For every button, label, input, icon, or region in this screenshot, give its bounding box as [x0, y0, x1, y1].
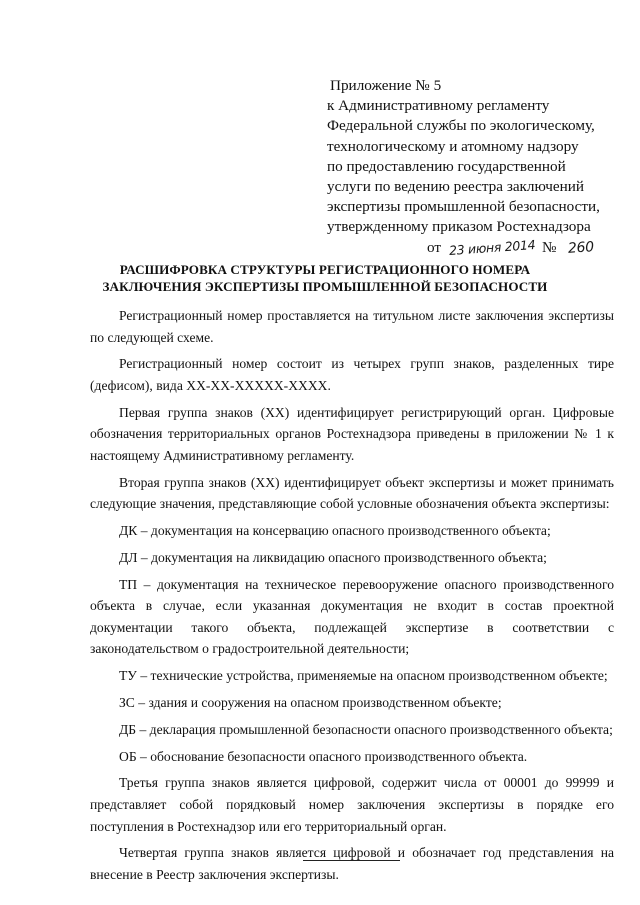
appendix-line: по предоставлению государственной — [327, 157, 566, 175]
handwritten-number: 260 — [567, 238, 595, 257]
paragraph: Четвертая группа знаков является цифровой и обозначает год представления на внесение в Реестр заключения экспертизы. — [90, 845, 614, 882]
closing-divider — [303, 860, 400, 861]
paragraph: Регистрационный номер проставляется на титульном листе заключения экспертизы по следующей схеме. — [90, 308, 614, 345]
date-prefix: от — [427, 238, 442, 256]
handwritten-date: 23 июня 2014 — [448, 236, 536, 258]
list-item: ТУ – технические устройства, применяемые на опасном производственном объекте; — [119, 668, 608, 684]
list-item: ДБ – декларация промышленной безопасности опасного производственного объекта; — [119, 721, 613, 737]
appendix-title: Приложение № 5 — [330, 77, 442, 94]
paragraph: Регистрационный номер состоит из четырех групп знаков, разделенных тире (дефисом), вида ХХ-ХХ-ХХХХХ-ХХХХ. — [90, 356, 614, 393]
list-item: ДЛ – документация на ликвидацию опасного производственного объекта; — [119, 549, 547, 565]
paragraph: Третья группа знаков является цифровой, содержит числа от 00001 до 99999 и представляет собой порядковый номер заключения экспертизы в порядке его поступления в Ростехнадзор или его территориальный орган. — [90, 775, 614, 834]
paragraph: Первая группа знаков (ХХ) идентифицирует регистрирующий орган. Цифровые обозначения территориальных органов Ростехнадзора приведены в приложении № 1 к настоящему Административному регламенту. — [90, 404, 614, 463]
title-line: РАСШИФРОВКА СТРУКТУРЫ РЕГИСТРАЦИОННОГО НОМЕРА — [119, 262, 531, 277]
order-date-line — [427, 238, 627, 258]
list-item: ЗС – здания и сооружения на опасном производственном объекте; — [119, 695, 502, 710]
title-line: ЗАКЛЮЧЕНИЯ ЭКСПЕРТИЗЫ ПРОМЫШЛЕННОЙ БЕЗОПАСНОСТИ — [102, 278, 548, 294]
list-item: ТП – документация на техническое перевооружение опасного производственного объекта в случае, если указанная документация не входит в состав проектной документации такого объекта, подлежащей экспертизе в соответствии с законодательством о градостроительной деятельности; — [90, 576, 614, 657]
appendix-line: Федеральной службы по экологическому, — [327, 117, 595, 135]
appendix-line: технологическому и атомному надзору — [327, 137, 579, 155]
appendix-line: к Административному регламенту — [327, 97, 550, 115]
appendix-line: услуги по ведению реестра заключений — [327, 178, 585, 196]
appendix-line: утвержденному приказом Ростехнадзора — [327, 218, 591, 236]
list-item: ДК – документация на консервацию опасного производственного объекта; — [119, 523, 551, 539]
appendix-header — [327, 76, 627, 258]
document-body — [90, 305, 614, 891]
list-item: ОБ – обоснование безопасности опасного производственного объекта. — [119, 748, 528, 764]
number-label: № — [542, 238, 557, 256]
appendix-line: экспертизы промышленной безопасности, — [327, 198, 600, 216]
document-title — [90, 262, 560, 295]
paragraph: Вторая группа знаков (ХХ) идентифицирует объект экспертизы и может принимать следующие значения, представляющие собой условные обозначения объекта экспертизы: — [90, 474, 614, 512]
